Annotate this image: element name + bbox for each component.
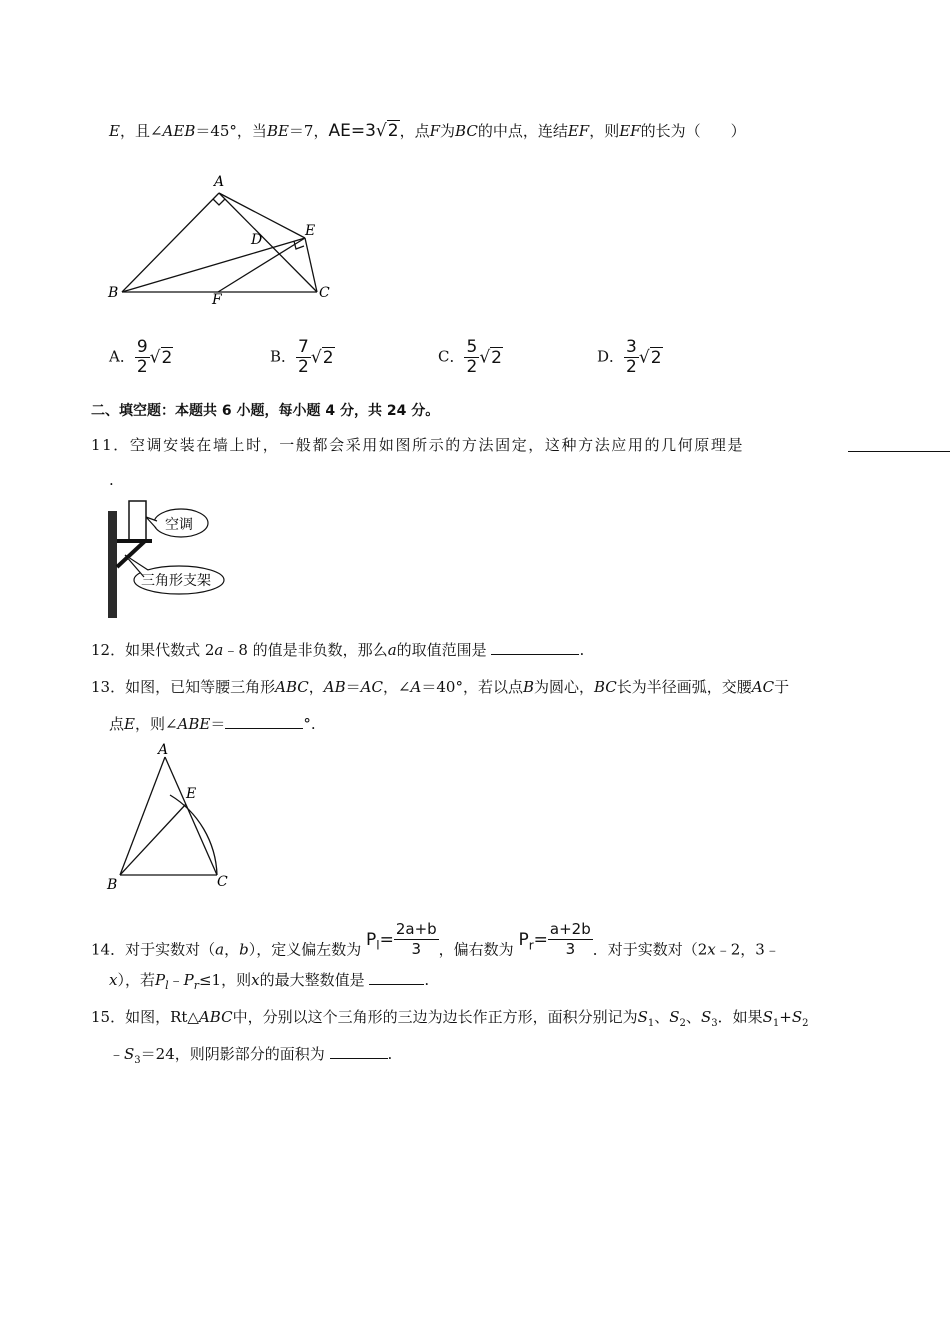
q13-text: B [522, 678, 534, 696]
q10-text: 为 [440, 122, 456, 140]
option-radical: √2 [638, 347, 662, 368]
q10-text: ＝7， [288, 122, 329, 140]
fraction-denominator: 2 [466, 357, 478, 377]
label-f: F [212, 292, 222, 308]
q14-text: P [365, 929, 377, 950]
label-b: B [108, 285, 119, 301]
option-letter: A． [109, 347, 135, 366]
fraction-denominator: 2 [626, 357, 637, 377]
q14-text: x [707, 940, 716, 959]
q15-text: 2 [679, 1018, 686, 1029]
q15-text: 中，分别以这个三角形的三边为边长作正方形，面积分别记为 [232, 1008, 638, 1026]
q15-text: 3 [134, 1055, 141, 1066]
q13-text: ABE [177, 715, 211, 733]
q15-text: 如图，Rt△ [125, 1008, 199, 1026]
q10-text: E [109, 122, 120, 140]
q14-text: l [376, 937, 380, 952]
q14-text: . [424, 971, 430, 989]
option-letter: C． [438, 347, 465, 366]
option-radical: √2 [149, 347, 173, 368]
bracket-diagonal [117, 541, 145, 567]
ae-formula [328, 121, 399, 141]
q11-text-line [91, 435, 744, 455]
q13-text: ＝40°，若以点 [421, 678, 523, 696]
q13-text: 于 [774, 678, 790, 696]
q15-text: 、 [654, 1008, 670, 1026]
ae-radicand: 2 [387, 121, 399, 141]
option-radical: √2 [479, 347, 502, 368]
q14-answer-blank[interactable] [369, 970, 424, 985]
question-number: 12． [91, 641, 126, 659]
option-radical: √2 [310, 347, 334, 368]
label-c: C [217, 874, 228, 890]
option-letter: D． [597, 347, 625, 366]
q15-text: 1 [772, 1018, 780, 1029]
q14-text: b [239, 940, 249, 959]
fraction-numerator: 7 [298, 337, 309, 357]
seg-ab [120, 757, 165, 875]
option-fraction [135, 338, 150, 377]
q15-line-2 [109, 1044, 392, 1071]
option-c[interactable] [438, 338, 503, 377]
ae-formula-label: AE=3 [328, 121, 376, 141]
q12-line [91, 640, 584, 660]
q10-text: EF [567, 122, 590, 140]
q14-text: l [165, 979, 169, 992]
q15-text: S [762, 1008, 773, 1026]
pr-formula: $P_r=$ $\frac{a+2b}{3}$ [518, 920, 591, 958]
q14-text: P [518, 929, 529, 950]
option-letter: B． [270, 347, 297, 366]
seg-ac [219, 193, 317, 292]
q14-text: 3 [411, 940, 422, 958]
q15-text: 、 [685, 1008, 701, 1026]
option-fraction [464, 338, 479, 377]
q13-text: A [410, 678, 422, 696]
q14-text: ，偏右数为 [438, 940, 514, 959]
q10-text: EF [619, 122, 641, 140]
fraction-numerator: 3 [626, 337, 637, 357]
q14-text: a+2b [549, 920, 591, 938]
q15-text: ABC [198, 1008, 233, 1026]
q15-text: S [637, 1008, 648, 1026]
q12-text: a [387, 641, 397, 659]
q12-text: a [214, 641, 224, 659]
label-d: D [251, 232, 263, 248]
question-number: 13． [91, 678, 126, 696]
q14-text: 的最大整数值是 [259, 971, 365, 989]
q14-text: r [528, 937, 534, 952]
label-e: E [305, 223, 316, 239]
q14-text: ﹣ [168, 971, 184, 989]
seg-be [122, 238, 305, 292]
q15-text: 3 [711, 1018, 718, 1029]
q15-text: . [387, 1045, 393, 1063]
q12-text: . [579, 641, 585, 659]
label-bracket: 三角形支架 [141, 573, 211, 589]
q14-text: ≤1，则 [198, 971, 252, 989]
q15-text: + [779, 1008, 792, 1026]
q13-text: 长为半径画弧，交腰 [616, 678, 752, 696]
q10-text: ，则 [589, 122, 620, 140]
radicand: 2 [491, 347, 502, 368]
radicand: 2 [650, 347, 662, 368]
q15-text: S [700, 1008, 712, 1026]
q11-period: . [109, 471, 114, 489]
q14-text: x [251, 971, 260, 989]
q13-text: E [124, 715, 135, 733]
q13-text: AB [323, 678, 346, 696]
q13-line-2 [109, 714, 316, 734]
q10-text: AEB [162, 122, 196, 140]
right-angle-a [213, 199, 225, 205]
label-c: C [319, 285, 330, 301]
q15-text: S [124, 1045, 135, 1063]
label-a: A [214, 174, 225, 190]
q14-text: ），若 [117, 971, 155, 989]
q15-text: S [669, 1008, 680, 1026]
q14-text: r [193, 979, 199, 992]
seg-ec [305, 238, 317, 292]
section-heading: 二、填空题：本题共 6 小题，每小题 4 分，共 24 分。 [91, 403, 440, 419]
q13-answer-blank[interactable] [225, 714, 303, 729]
q13-text: AC [360, 678, 383, 696]
radicand: 2 [161, 347, 173, 368]
wall [108, 511, 117, 618]
q10-figure [100, 170, 340, 310]
q11-text: 空调安装在墙上时，一般都会采用如图所示的方法固定，这种方法应用的几何原理是 [129, 436, 745, 454]
q14-text: ， [224, 940, 240, 959]
option-d[interactable] [597, 338, 663, 377]
q14-text: P [183, 971, 194, 989]
option-fraction [296, 338, 311, 377]
seg-be [120, 804, 186, 875]
q13-text: 为圆心， [533, 678, 594, 696]
label-ac: 空调 [165, 517, 193, 533]
q14-text: P [154, 971, 166, 989]
q15-text: 2 [802, 1018, 809, 1029]
q13-text: ＝ [345, 678, 361, 696]
q15-text: ＝24，则阴影部分的面积为 [140, 1045, 325, 1063]
q14-text: 2a+b [395, 920, 437, 938]
q13-text: ＝ [210, 715, 226, 733]
q10-text: ，且∠ [119, 122, 163, 140]
question-number: 14． [91, 940, 126, 959]
q12-text: 如果代数式 2 [125, 641, 215, 659]
q12-text: 的取值范围是 [396, 641, 487, 659]
q10-text: BC [455, 122, 478, 140]
ae-radical: √2 [375, 121, 399, 141]
q13-line-1 [91, 677, 789, 697]
q14-line-1 [91, 920, 780, 969]
q11-figure [100, 495, 240, 625]
q12-text: ﹣8 的值是非负数，那么 [223, 641, 388, 659]
label-a: A [158, 742, 169, 758]
q15-text: 1 [647, 1018, 655, 1029]
q10-condition-line [109, 121, 746, 141]
question-number: 15． [91, 1008, 126, 1026]
q13-text: °. [303, 715, 316, 733]
q11-answer-blank[interactable] [848, 437, 950, 452]
q13-text: BC [594, 678, 617, 696]
q13-text: ，则∠ [134, 715, 178, 733]
q10-text: ＝45°，当 [195, 122, 267, 140]
q15-text: ﹣ [109, 1045, 125, 1063]
label-b: B [107, 877, 118, 893]
fraction-denominator: 2 [298, 357, 309, 377]
fraction-denominator: 2 [136, 357, 148, 377]
option-b[interactable] [270, 338, 335, 377]
q14-text: x [109, 971, 118, 989]
q15-text: ．如果 [717, 1008, 763, 1026]
q10-text: 的长为（ ） [640, 122, 746, 140]
q14-text: ），定义偏左数为 [248, 940, 362, 959]
air-conditioner [129, 501, 146, 541]
fraction-numerator: 9 [136, 337, 148, 357]
q10-text: ，点 [399, 122, 430, 140]
fraction-numerator: 5 [466, 337, 478, 357]
option-fraction [624, 338, 639, 377]
label-e: E [186, 786, 197, 802]
pl-formula: $P_l=$ $\frac{2a+b}{3}$ [365, 920, 437, 958]
q13-text: ，∠ [382, 678, 411, 696]
q14-text: ﹣2，3﹣ [715, 940, 780, 959]
q15-answer-blank[interactable] [330, 1044, 388, 1059]
question-number: 11． [91, 436, 130, 454]
q15-text: S [791, 1008, 803, 1026]
option-a[interactable] [109, 338, 173, 377]
q13-figure [100, 740, 250, 895]
q13-text: ， [308, 678, 324, 696]
q10-text: 的中点，连结 [477, 122, 568, 140]
seg-ac [165, 757, 217, 875]
q10-text: F [429, 122, 441, 140]
q14-line-2 [109, 970, 429, 996]
q13-text: 点 [109, 715, 125, 733]
q14-text: a [215, 940, 225, 959]
q14-text: 对于实数对（ [125, 940, 216, 959]
q14-text: ．对于实数对（2 [592, 940, 708, 959]
q10-text: BE [266, 122, 289, 140]
q14-text: 3 [565, 940, 576, 958]
q15-line-1 [91, 1007, 809, 1034]
radicand: 2 [322, 347, 334, 368]
q13-text: ABC [275, 678, 309, 696]
q13-text: AC [751, 678, 775, 696]
q13-text: 如图，已知等腰三角形 [125, 678, 276, 696]
arc [170, 795, 217, 875]
q12-answer-blank[interactable] [491, 640, 579, 655]
